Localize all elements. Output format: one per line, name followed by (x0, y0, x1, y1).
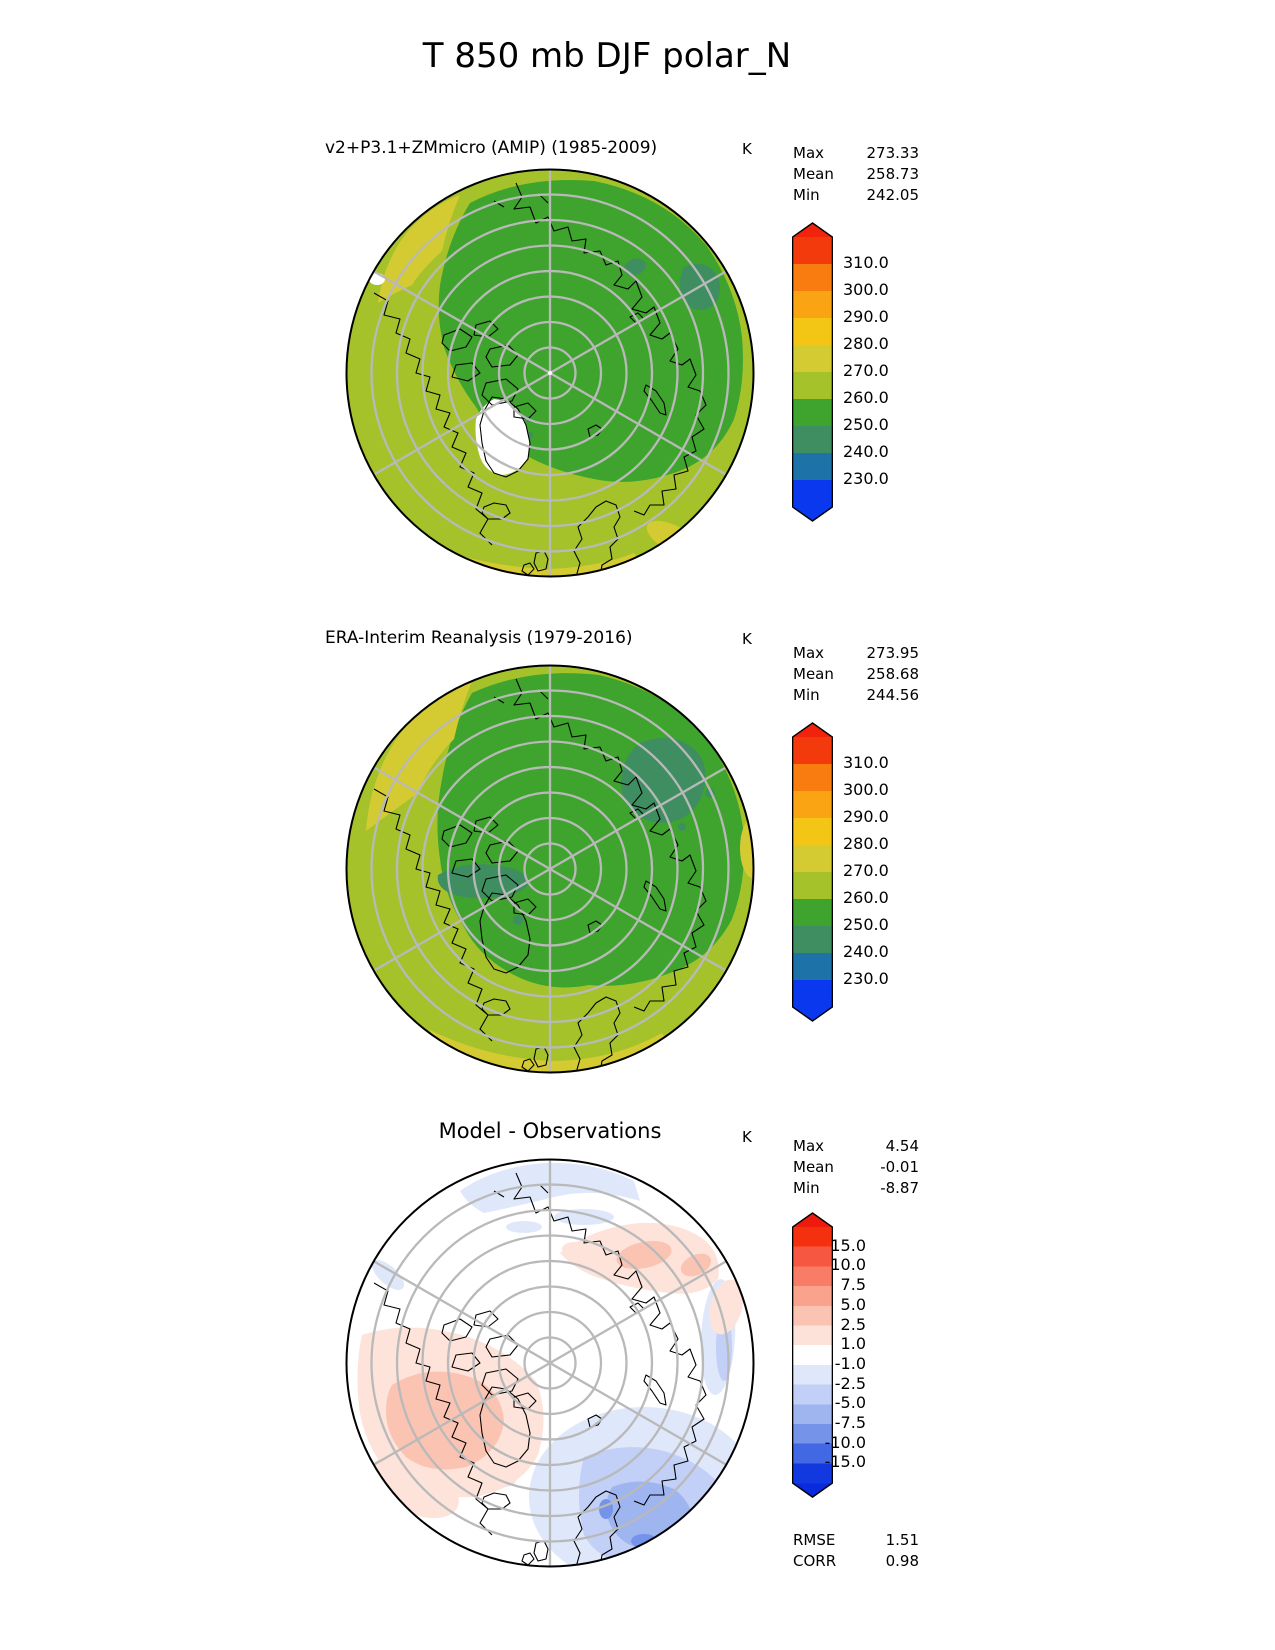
colorbar-tick-label: 250.0 (843, 915, 889, 934)
panel3-map (344, 1157, 756, 1569)
stat-row (793, 663, 919, 684)
stat-row (793, 1550, 919, 1571)
colorbar-band (792, 899, 833, 926)
colorbar-band (792, 372, 833, 399)
colorbar-band (792, 980, 833, 1007)
panel1-stats (793, 142, 919, 205)
stat-label: Mean (793, 664, 834, 683)
colorbar-tick-label: 240.0 (843, 942, 889, 961)
colorbar-band (792, 345, 833, 372)
colorbar-tick-label: -10.0 (824, 1432, 866, 1452)
colorbar-tick-label: 260.0 (843, 888, 889, 907)
colorbar-tick-label: 230.0 (843, 469, 889, 488)
colorbar-band (792, 453, 833, 480)
colorbar-tick-label: -5.0 (834, 1393, 866, 1413)
colorbar-tick-label: 230.0 (843, 969, 889, 988)
panel2-units: K (742, 630, 752, 648)
colorbar-extend-top (792, 1213, 833, 1227)
stat-value: 244.56 (866, 685, 919, 704)
colorbar-tick-label: 310.0 (843, 253, 889, 272)
stat-value: 258.68 (866, 664, 919, 683)
stat-label: Min (793, 685, 820, 704)
stat-row (793, 1177, 919, 1198)
stat-label: RMSE (793, 1530, 836, 1549)
stat-label: CORR (793, 1551, 837, 1570)
panel3-title: Model - Observations (438, 1119, 662, 1143)
stat-row (793, 1529, 919, 1550)
panel2-title: ERA-Interim Reanalysis (1979-2016) (325, 628, 633, 648)
colorbar-extend-bottom (792, 507, 833, 521)
colorbar-band (792, 791, 833, 818)
stat-value: 273.95 (866, 643, 919, 662)
panel1-title: v2+P3.1+ZMmicro (AMIP) (1985-2009) (325, 138, 658, 158)
colorbar-band (792, 291, 833, 318)
colorbar-tick-label: 15.0 (830, 1235, 866, 1255)
colorbar-band (792, 399, 833, 426)
colorbar-tick-label: -1.0 (834, 1353, 866, 1373)
colorbar-svg (792, 222, 833, 522)
stat-label: Min (793, 185, 820, 204)
stat-value: -8.87 (880, 1178, 919, 1197)
stat-label: Min (793, 1178, 820, 1197)
stat-value: -0.01 (880, 1157, 919, 1176)
stat-row (793, 1156, 919, 1177)
colorbar-extend-top (792, 723, 833, 737)
colorbar-tick-label: -15.0 (824, 1452, 866, 1472)
colorbar-tick-label: -7.5 (834, 1413, 866, 1432)
panel1-map (344, 167, 756, 579)
colorbar-band (792, 926, 833, 953)
colorbar-tick-label: -2.5 (834, 1373, 866, 1393)
stat-value: 242.05 (866, 185, 919, 204)
panel2-map (344, 663, 756, 1075)
colorbar-band (792, 264, 833, 291)
stat-label: Mean (793, 164, 834, 183)
colorbar-tick-label: 310.0 (843, 753, 889, 772)
stat-row (793, 184, 919, 205)
panel1-colorbar (792, 222, 833, 526)
stat-row (793, 163, 919, 184)
panel3-stats (793, 1135, 919, 1198)
colorbar-band (792, 318, 833, 345)
colorbar-extend-bottom (792, 1483, 833, 1497)
figure-title: T 850 mb DJF polar_N (422, 36, 792, 76)
stat-row (793, 1135, 919, 1156)
panel1-units: K (742, 140, 752, 158)
colorbar-tick-label: 2.5 (840, 1314, 866, 1334)
colorbar-svg (792, 722, 833, 1022)
colorbar-extend-bottom (792, 1007, 833, 1021)
colorbar-tick-label: 240.0 (843, 442, 889, 461)
stat-value: 1.51 (885, 1530, 919, 1549)
colorbar-tick-label: 280.0 (843, 834, 889, 853)
colorbar-tick-label: 10.0 (830, 1255, 866, 1275)
colorbar-band (792, 426, 833, 453)
colorbar-tick-label: 260.0 (843, 388, 889, 407)
colorbar-tick-label: 290.0 (843, 307, 889, 326)
colorbar-tick-label: 5.0 (840, 1294, 866, 1314)
stat-value: 0.98 (885, 1551, 919, 1570)
stat-label: Max (793, 1136, 825, 1155)
colorbar-band (792, 818, 833, 845)
stat-row (793, 684, 919, 705)
colorbar-band (792, 737, 833, 764)
colorbar-band (792, 845, 833, 872)
stat-value: 258.73 (866, 164, 919, 183)
stat-row (793, 142, 919, 163)
colorbar-tick-label: 1.0 (840, 1334, 866, 1354)
colorbar-extend-top (792, 223, 833, 237)
colorbar-band (792, 764, 833, 791)
colorbar-tick-label: 7.5 (840, 1275, 866, 1295)
stat-row (793, 642, 919, 663)
panel3-metrics (793, 1529, 919, 1571)
colorbar-band (792, 953, 833, 980)
colorbar-tick-label: 270.0 (843, 361, 889, 380)
stat-value: 4.54 (885, 1136, 919, 1155)
panel2-stats (793, 642, 919, 705)
colorbar-tick-label: 250.0 (843, 415, 889, 434)
colorbar-tick-label: 280.0 (843, 334, 889, 353)
stat-value: 273.33 (866, 143, 919, 162)
colorbar-band (792, 480, 833, 507)
stat-label: Max (793, 643, 825, 662)
colorbar-tick-label: 290.0 (843, 807, 889, 826)
colorbar-band (792, 872, 833, 899)
colorbar-tick-label: 300.0 (843, 780, 889, 799)
colorbar-band (792, 237, 833, 264)
panel2-colorbar (792, 722, 833, 1026)
pole-dot (548, 371, 552, 375)
colorbar-tick-label: 270.0 (843, 861, 889, 880)
stat-label: Max (793, 143, 825, 162)
panel3-units: K (742, 1128, 752, 1146)
stat-label: Mean (793, 1157, 834, 1176)
colorbar-tick-label: 300.0 (843, 280, 889, 299)
